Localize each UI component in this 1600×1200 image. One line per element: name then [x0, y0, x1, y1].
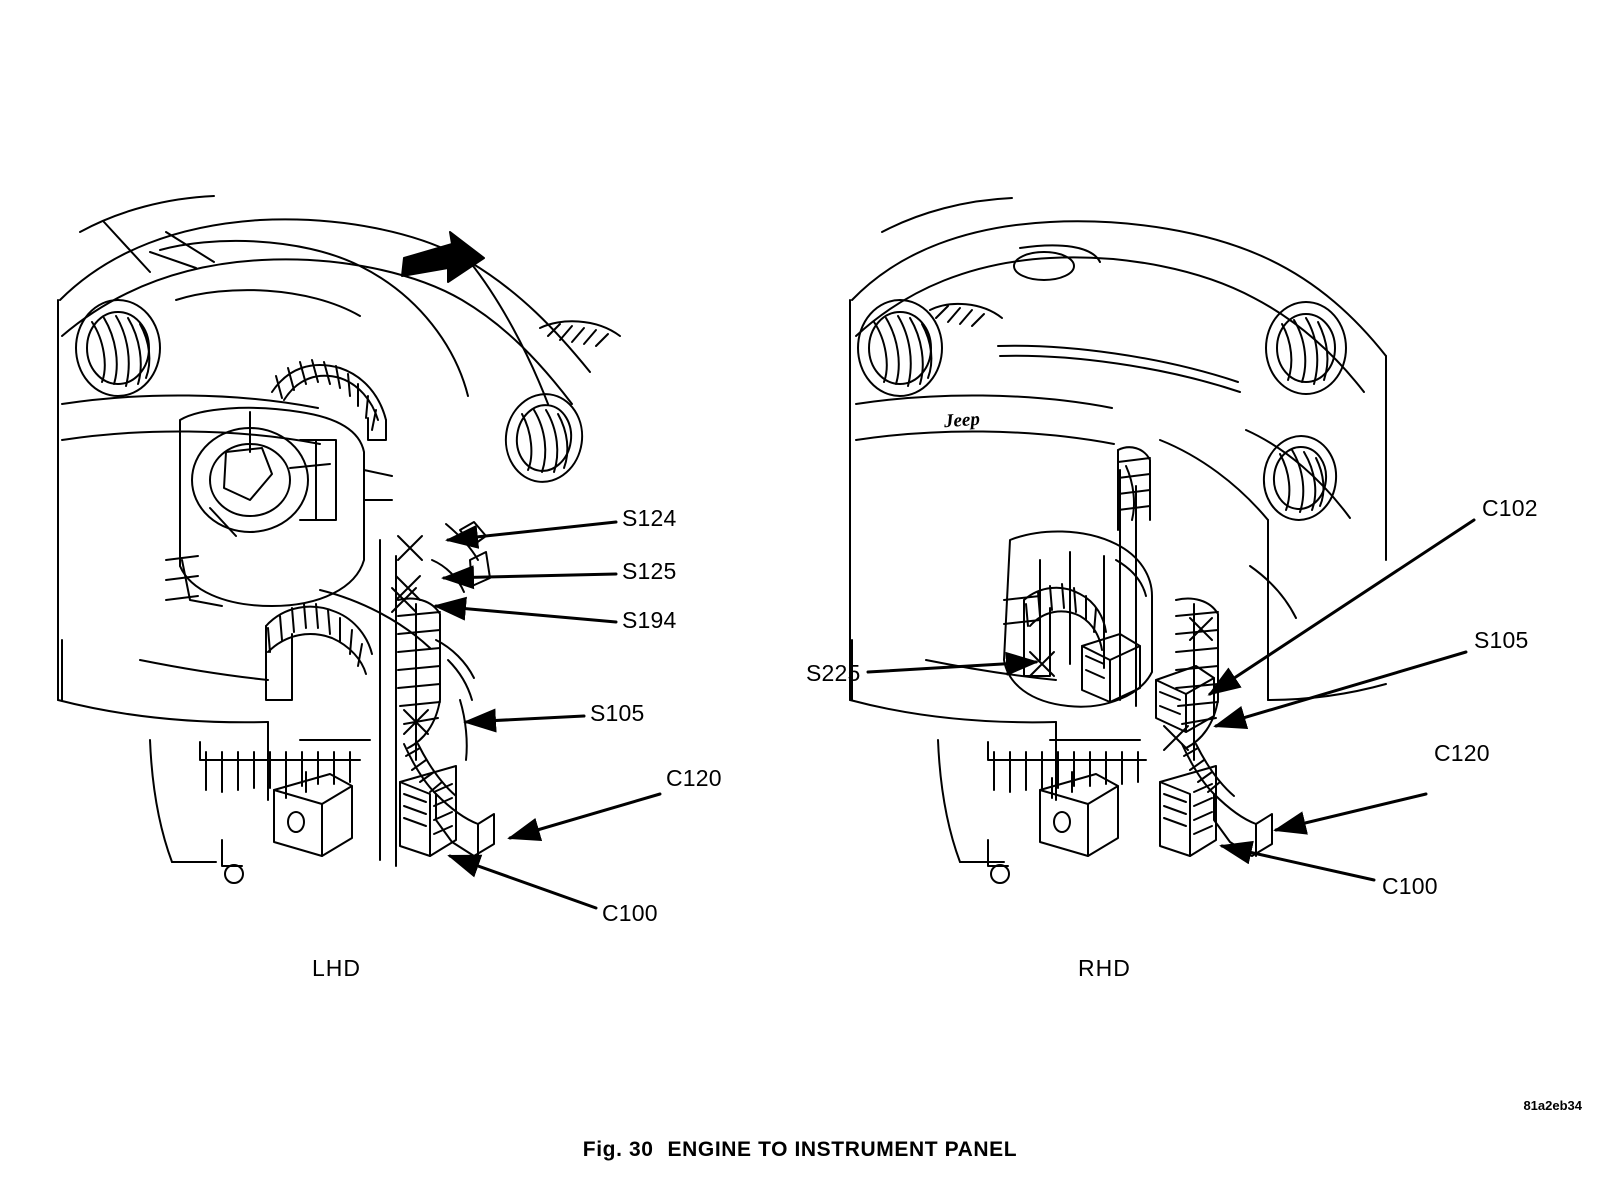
figure-title: ENGINE TO INSTRUMENT PANEL — [667, 1138, 1018, 1161]
callout-label-c100-rhd: C100 — [1382, 873, 1438, 899]
fwd-label: FWD — [415, 241, 466, 275]
figure-number: Fig. 30 — [582, 1138, 654, 1161]
callout-label-c120-lhd: C120 — [666, 765, 722, 791]
callout-label-c100-lhd: C100 — [602, 900, 658, 926]
callout-label-c102: C102 — [1482, 495, 1538, 521]
callout-label-c120-rhd: C120 — [1434, 740, 1490, 766]
callout-label-s105-lhd: S105 — [590, 700, 645, 726]
callout-label-s124: S124 — [622, 505, 677, 531]
callout-label-s125: S125 — [622, 558, 677, 584]
view-caption-lhd: LHD — [312, 955, 362, 981]
view-caption-rhd: RHD — [1078, 955, 1131, 981]
lhd-dashboard-outline — [58, 196, 620, 883]
art-code: 81a2eb34 — [1523, 1098, 1582, 1113]
callout-label-s225: S225 — [806, 660, 861, 686]
callout-label-s194: S194 — [622, 607, 677, 633]
figure-caption — [0, 1138, 1600, 1162]
jeep-badge-label: Jeep — [943, 408, 981, 433]
callout-leaders-rhd — [868, 520, 1474, 880]
rhd-dashboard-outline — [850, 198, 1386, 883]
callout-label-s105-rhd: S105 — [1474, 627, 1529, 653]
